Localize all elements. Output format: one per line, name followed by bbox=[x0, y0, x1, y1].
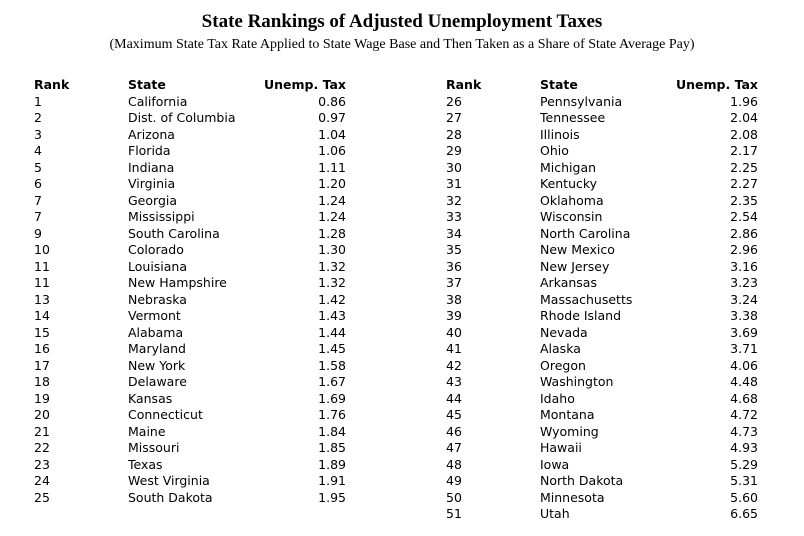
table-row bbox=[446, 391, 758, 408]
rank-cell: 18 bbox=[34, 374, 50, 389]
state-cell: Georgia bbox=[128, 192, 178, 208]
table-row bbox=[34, 490, 346, 507]
rank-cell: 4 bbox=[34, 143, 42, 158]
table-row bbox=[34, 325, 346, 342]
rank-cell: 49 bbox=[446, 473, 462, 488]
rank-cell: 24 bbox=[34, 473, 50, 488]
table-row bbox=[446, 292, 758, 309]
tax-cell: 1.96 bbox=[730, 93, 758, 109]
tax-cell: 4.48 bbox=[730, 374, 758, 389]
tax-cell: 2.17 bbox=[730, 143, 758, 158]
rank-cell: 35 bbox=[446, 242, 462, 257]
state-cell: Kentucky bbox=[540, 176, 598, 191]
state-cell: Utah bbox=[540, 506, 570, 521]
header-rank: Rank bbox=[34, 77, 70, 92]
state-cell: New Mexico bbox=[540, 242, 615, 257]
tax-cell: 3.71 bbox=[730, 341, 758, 356]
tax-cell: 5.29 bbox=[730, 456, 758, 472]
table-row bbox=[446, 259, 758, 276]
tax-cell: 1.28 bbox=[318, 225, 346, 241]
rank-cell: 20 bbox=[34, 407, 50, 422]
state-cell: Connecticut bbox=[128, 407, 203, 422]
state-cell: Ohio bbox=[540, 143, 569, 158]
table-row bbox=[446, 473, 758, 490]
tax-cell: 6.65 bbox=[730, 506, 758, 521]
state-cell: Mississippi bbox=[128, 209, 195, 224]
rank-cell: 41 bbox=[446, 341, 462, 356]
rank-cell: 46 bbox=[446, 423, 462, 439]
tax-cell: 3.24 bbox=[730, 291, 758, 307]
table-row bbox=[446, 490, 758, 507]
table-row bbox=[446, 94, 758, 111]
state-cell: Alabama bbox=[128, 324, 184, 340]
rank-cell: 21 bbox=[34, 423, 50, 439]
tax-cell: 1.24 bbox=[318, 209, 346, 224]
tax-cell: 1.44 bbox=[318, 324, 346, 340]
rank-cell: 40 bbox=[446, 324, 462, 340]
state-cell: Alaska bbox=[540, 341, 581, 356]
table-row bbox=[446, 407, 758, 424]
table-row bbox=[446, 275, 758, 292]
tax-cell: 1.89 bbox=[318, 456, 346, 472]
table-row bbox=[446, 110, 758, 127]
state-cell: Tennessee bbox=[540, 110, 606, 125]
tax-cell: 4.06 bbox=[730, 357, 758, 373]
rank-cell: 26 bbox=[446, 93, 462, 109]
state-cell: Delaware bbox=[128, 374, 187, 389]
rank-cell: 17 bbox=[34, 357, 50, 373]
table-row bbox=[34, 160, 346, 177]
rank-cell: 39 bbox=[446, 308, 462, 323]
rank-cell: 33 bbox=[446, 209, 462, 224]
state-cell: Wisconsin bbox=[540, 209, 603, 224]
state-cell: Washington bbox=[540, 374, 614, 389]
rank-cell: 31 bbox=[446, 176, 462, 191]
rank-cell: 37 bbox=[446, 275, 462, 290]
table-body-right bbox=[446, 94, 758, 523]
table-row bbox=[446, 242, 758, 259]
rank-cell: 42 bbox=[446, 357, 462, 373]
page-title: State Rankings of Adjusted Unemployment Taxes bbox=[201, 11, 603, 32]
header-rank: Rank bbox=[446, 77, 482, 92]
table-row bbox=[446, 457, 758, 474]
rank-cell: 23 bbox=[34, 456, 50, 472]
table-row bbox=[446, 193, 758, 210]
tax-cell: 3.38 bbox=[730, 308, 758, 323]
tax-cell: 1.32 bbox=[318, 275, 346, 290]
table-row bbox=[446, 160, 758, 177]
tax-cell: 1.42 bbox=[318, 291, 346, 307]
table-row bbox=[34, 193, 346, 210]
state-cell: Oregon bbox=[540, 357, 586, 373]
tax-cell: 2.25 bbox=[730, 159, 758, 175]
state-cell: Rhode Island bbox=[540, 308, 622, 323]
table-row bbox=[34, 242, 346, 259]
header-state: State bbox=[540, 77, 578, 92]
page-subtitle: (Maximum State Tax Rate Applied to State Wage Base and Then Taken as a Share of State Average Pay) bbox=[109, 37, 695, 52]
rank-cell: 44 bbox=[446, 390, 462, 406]
rank-cell: 48 bbox=[446, 456, 462, 472]
tax-cell: 3.69 bbox=[730, 324, 758, 340]
tax-cell: 5.31 bbox=[730, 473, 758, 488]
state-cell: Montana bbox=[540, 407, 595, 422]
rank-cell: 27 bbox=[446, 110, 462, 125]
tax-cell: 1.06 bbox=[318, 143, 346, 158]
tax-cell: 1.11 bbox=[318, 159, 346, 175]
state-cell: Indiana bbox=[128, 159, 175, 175]
state-cell: Virginia bbox=[128, 176, 176, 191]
tax-cell: 1.45 bbox=[318, 341, 346, 356]
rank-cell: 7 bbox=[34, 209, 42, 224]
tax-cell: 5.60 bbox=[730, 489, 758, 505]
table-row bbox=[34, 341, 346, 358]
table-row bbox=[34, 259, 346, 276]
tax-cell: 1.69 bbox=[318, 390, 346, 406]
tax-cell: 0.86 bbox=[318, 93, 346, 109]
rank-cell: 14 bbox=[34, 308, 50, 323]
state-cell: New Hampshire bbox=[128, 275, 227, 290]
state-cell: Florida bbox=[128, 143, 171, 158]
rank-cell: 3 bbox=[34, 126, 42, 142]
tax-cell: 1.67 bbox=[318, 374, 346, 389]
tax-cell: 4.73 bbox=[730, 423, 758, 439]
rank-cell: 16 bbox=[34, 341, 50, 356]
tax-cell: 1.85 bbox=[318, 440, 346, 455]
state-cell: Wyoming bbox=[540, 423, 599, 439]
table-row bbox=[446, 325, 758, 342]
state-cell: Missouri bbox=[128, 440, 180, 455]
tax-cell: 4.72 bbox=[730, 407, 758, 422]
state-cell: California bbox=[128, 93, 188, 109]
state-cell: Kansas bbox=[128, 390, 173, 406]
state-cell: Nebraska bbox=[128, 291, 187, 307]
rank-cell: 43 bbox=[446, 374, 462, 389]
rank-cell: 1 bbox=[34, 93, 42, 109]
rank-cell: 2 bbox=[34, 110, 42, 125]
table-row bbox=[34, 275, 346, 292]
state-cell: Louisiana bbox=[128, 258, 188, 274]
table-row bbox=[34, 127, 346, 144]
table-row bbox=[34, 473, 346, 490]
rank-cell: 50 bbox=[446, 489, 462, 505]
state-cell: Maine bbox=[128, 423, 166, 439]
rank-cell: 13 bbox=[34, 291, 50, 307]
table-row bbox=[34, 94, 346, 111]
table-row bbox=[34, 226, 346, 243]
rank-cell: 25 bbox=[34, 489, 50, 505]
state-cell: Nevada bbox=[540, 324, 588, 340]
rank-cell: 9 bbox=[34, 225, 42, 241]
rank-cell: 47 bbox=[446, 440, 462, 455]
table-row bbox=[446, 341, 758, 358]
state-cell: New York bbox=[128, 357, 186, 373]
table-row bbox=[34, 209, 346, 226]
tax-cell: 2.08 bbox=[730, 126, 758, 142]
rank-cell: 11 bbox=[34, 275, 50, 290]
table-row bbox=[34, 143, 346, 160]
tax-cell: 4.68 bbox=[730, 390, 758, 406]
tax-cell: 0.97 bbox=[318, 110, 346, 125]
state-cell: Idaho bbox=[540, 390, 575, 406]
tax-cell: 2.35 bbox=[730, 192, 758, 208]
rank-cell: 45 bbox=[446, 407, 462, 422]
state-cell: Minnesota bbox=[540, 489, 605, 505]
rank-cell: 19 bbox=[34, 390, 50, 406]
table-row bbox=[446, 127, 758, 144]
tax-cell: 1.43 bbox=[318, 308, 346, 323]
state-cell: West Virginia bbox=[128, 473, 210, 488]
tax-cell: 2.96 bbox=[730, 242, 758, 257]
table-row bbox=[34, 457, 346, 474]
tax-cell: 1.95 bbox=[318, 489, 346, 505]
rank-cell: 29 bbox=[446, 143, 462, 158]
table-row bbox=[34, 308, 346, 325]
state-cell: Hawaii bbox=[540, 440, 582, 455]
rank-cell: 36 bbox=[446, 258, 462, 274]
tax-cell: 1.20 bbox=[318, 176, 346, 191]
tax-cell: 2.54 bbox=[730, 209, 758, 224]
tax-cell: 1.58 bbox=[318, 357, 346, 373]
tax-cell: 3.16 bbox=[730, 258, 758, 274]
table-row bbox=[34, 424, 346, 441]
header-tax: Unemp. Tax bbox=[263, 77, 346, 92]
state-cell: Colorado bbox=[128, 242, 184, 257]
tax-cell: 3.23 bbox=[730, 275, 758, 290]
tax-cell: 1.24 bbox=[318, 192, 346, 208]
table-row bbox=[446, 358, 758, 375]
tax-cell: 1.91 bbox=[318, 473, 346, 488]
table-body-left bbox=[34, 94, 346, 507]
rank-cell: 5 bbox=[34, 159, 42, 175]
table-row bbox=[446, 226, 758, 243]
header-tax: Unemp. Tax bbox=[675, 77, 758, 92]
rank-cell: 34 bbox=[446, 225, 462, 241]
rank-cell: 32 bbox=[446, 192, 462, 208]
state-cell: Dist. of Columbia bbox=[128, 110, 236, 125]
table-row bbox=[446, 209, 758, 226]
state-cell: Iowa bbox=[540, 456, 570, 472]
rank-cell: 7 bbox=[34, 192, 42, 208]
table-row bbox=[34, 407, 346, 424]
state-cell: Vermont bbox=[128, 308, 181, 323]
rank-cell: 6 bbox=[34, 176, 42, 191]
tax-cell: 2.27 bbox=[730, 176, 758, 191]
rank-cell: 22 bbox=[34, 440, 50, 455]
state-cell: Oklahoma bbox=[540, 192, 604, 208]
table-row bbox=[34, 176, 346, 193]
table-row bbox=[34, 292, 346, 309]
rank-cell: 30 bbox=[446, 159, 462, 175]
rank-cell: 51 bbox=[446, 506, 462, 521]
table-row bbox=[446, 440, 758, 457]
table-row bbox=[446, 374, 758, 391]
state-cell: Massachusetts bbox=[540, 291, 633, 307]
state-cell: Arkansas bbox=[540, 275, 597, 290]
state-cell: Arizona bbox=[128, 126, 175, 142]
table-row bbox=[446, 176, 758, 193]
tax-cell: 2.86 bbox=[730, 225, 758, 241]
state-cell: Pennsylvania bbox=[540, 93, 623, 109]
state-cell: Illinois bbox=[540, 126, 580, 142]
tax-cell: 1.30 bbox=[318, 242, 346, 257]
table-row bbox=[34, 110, 346, 127]
state-cell: Michigan bbox=[540, 159, 597, 175]
tax-cell: 1.84 bbox=[318, 423, 346, 439]
state-cell: South Dakota bbox=[128, 489, 213, 505]
state-cell: South Carolina bbox=[128, 225, 220, 241]
rankings-table-right bbox=[446, 77, 758, 523]
header-state: State bbox=[128, 77, 166, 92]
table-header bbox=[446, 77, 758, 94]
rankings-table-left bbox=[34, 77, 346, 506]
tax-cell: 2.04 bbox=[730, 110, 758, 125]
state-cell: New Jersey bbox=[540, 258, 610, 274]
table-row bbox=[446, 506, 758, 523]
rank-cell: 38 bbox=[446, 291, 462, 307]
rank-cell: 11 bbox=[34, 258, 50, 274]
table-row bbox=[446, 424, 758, 441]
table-row bbox=[446, 143, 758, 160]
rank-cell: 10 bbox=[34, 242, 50, 257]
rank-cell: 28 bbox=[446, 126, 462, 142]
table-row bbox=[34, 374, 346, 391]
table-row bbox=[34, 391, 346, 408]
tax-cell: 1.76 bbox=[318, 407, 346, 422]
state-cell: Texas bbox=[128, 456, 163, 472]
tax-cell: 4.93 bbox=[730, 440, 758, 455]
table-row bbox=[34, 440, 346, 457]
table-row bbox=[34, 358, 346, 375]
state-cell: North Dakota bbox=[540, 473, 624, 488]
state-cell: North Carolina bbox=[540, 225, 631, 241]
state-cell: Maryland bbox=[128, 341, 186, 356]
table-header bbox=[34, 77, 346, 94]
tax-cell: 1.32 bbox=[318, 258, 346, 274]
rank-cell: 15 bbox=[34, 324, 50, 340]
tax-cell: 1.04 bbox=[318, 126, 346, 142]
table-row bbox=[446, 308, 758, 325]
